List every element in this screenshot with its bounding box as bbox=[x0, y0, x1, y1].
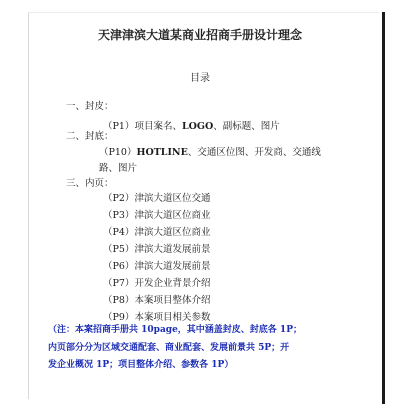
toc-text-rest: 、交通区位图、开发商、交通线 bbox=[187, 147, 321, 158]
page-code: （P4） bbox=[103, 227, 135, 238]
note-line: 发企业概况 1P；项目整体介绍、参数各 1P） bbox=[48, 360, 234, 370]
toc-text: 津滨大道发展前景 bbox=[134, 244, 211, 255]
document-title: 天津津滨大道某商业招商手册设计理念 bbox=[97, 28, 302, 42]
toc-bold-text: LOGO bbox=[181, 121, 214, 132]
toc-line-p10 bbox=[99, 144, 321, 158]
note-line: 内页部分分为区域交通配套、商业配套、发展前景共 5P；开 bbox=[48, 342, 290, 353]
toc-text: 本案项目相关参数 bbox=[134, 312, 211, 323]
toc-line-p4 bbox=[103, 224, 210, 238]
page-code: （P8） bbox=[103, 295, 135, 306]
toc-text: 津滨大道区位交通 bbox=[134, 193, 211, 204]
toc-text: 津滨大道区位商业 bbox=[134, 227, 211, 238]
section-heading-back: 二、封底： bbox=[66, 131, 114, 142]
page-code: （P1） bbox=[103, 121, 135, 132]
page-code: （P6） bbox=[103, 261, 135, 272]
toc-text: 本案项目整体介绍 bbox=[134, 295, 211, 306]
page-code: （P9） bbox=[103, 312, 135, 323]
toc-line-p2 bbox=[103, 190, 210, 204]
page-code: （P5） bbox=[103, 244, 135, 255]
toc-text: 开发企业背景介绍 bbox=[134, 278, 211, 289]
toc-line-p5 bbox=[103, 241, 210, 255]
page-code: （P3） bbox=[103, 210, 135, 221]
page-code: （P2） bbox=[103, 193, 135, 204]
toc-line-p7 bbox=[103, 275, 210, 289]
toc-line-p3 bbox=[103, 207, 210, 221]
page-code: （P7） bbox=[103, 278, 135, 289]
toc-heading: 目录 bbox=[190, 73, 210, 84]
page-code: （P10） bbox=[99, 147, 137, 158]
toc-line-p8 bbox=[103, 292, 210, 306]
toc-line-p9 bbox=[103, 309, 210, 323]
toc-text: 项目案名、 bbox=[134, 121, 182, 132]
note-block bbox=[48, 322, 378, 375]
toc-text: 津滨大道发展前景 bbox=[134, 261, 211, 272]
toc-line-p10-cont: 路、图片 bbox=[99, 163, 138, 174]
section-heading-cover: 一、封皮： bbox=[66, 101, 114, 112]
note-line: （注：本案招商手册共 10page，其中涵盖封皮、封底各 1P； bbox=[48, 325, 302, 335]
toc-bold-text: HOTLINE bbox=[136, 147, 188, 158]
section-heading-inner: 三、内页： bbox=[66, 178, 114, 189]
toc-line-p1 bbox=[103, 118, 280, 132]
toc-line-p6 bbox=[103, 258, 210, 272]
toc-text-rest: 、副标题、图片 bbox=[213, 121, 280, 132]
toc-text: 津滨大道区位商业 bbox=[134, 210, 211, 221]
